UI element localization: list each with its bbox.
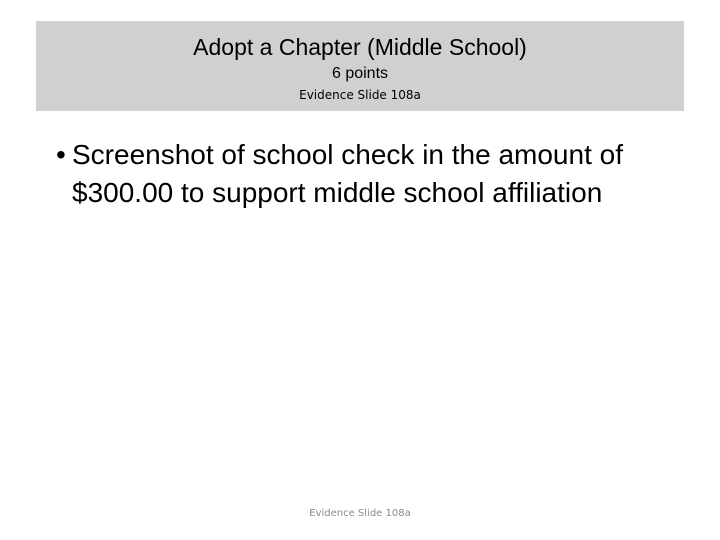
slide-title: Adopt a Chapter (Middle School) [193,34,527,60]
evidence-label: Evidence Slide 108a [299,88,421,102]
slide-body [56,136,676,212]
bullet-item [56,136,676,212]
bullet-icon: • [56,139,66,170]
bullet-text: Screenshot of school check in the amount of $300.00 to support middle school affiliation [72,139,623,208]
slide-footer: Evidence Slide 108a [309,508,411,519]
slide-header-band [36,21,684,111]
points-label: 6 points [331,65,389,82]
